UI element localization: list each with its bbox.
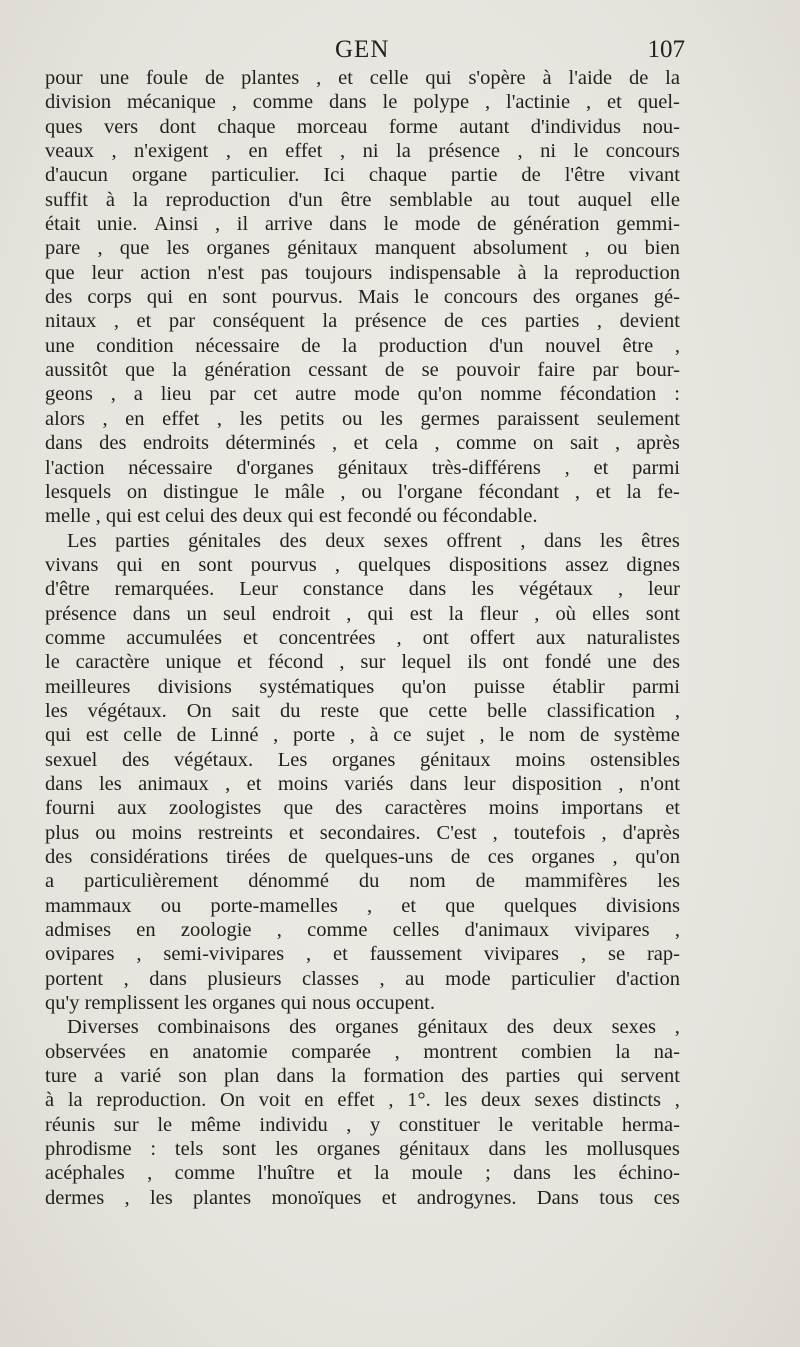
text-line: meilleures divisions systématiques qu'on puisse établir parmi (45, 675, 680, 698)
text-line: suffit à la reproduction d'un être semblable au tout auquel elle (45, 188, 680, 211)
text-line: des considérations tirées de quelques-uns de ces organes , qu'on (45, 846, 680, 868)
text-line: nitaux , et par conséquent la présence de ces parties , devient (45, 310, 680, 333)
text-line: veaux , n'exigent , en effet , ni la présence , ni le concours (45, 140, 680, 163)
text-line: portent , dans plusieurs classes , au mode particulier d'action (45, 967, 680, 990)
text-line: une condition nécessaire de la production d'un nouvel être , (45, 334, 680, 357)
text-line: sexuel des végétaux. Les organes génitaux moins ostensibles (45, 748, 680, 771)
running-title: GEN (335, 36, 390, 63)
text-line: les végétaux. On sait du reste que cette belle classification , (45, 699, 680, 722)
text-line: présence dans un seul endroit , qui est la fleur , où elles sont (45, 602, 680, 625)
text-line: division mécanique , comme dans le polype , l'actinie , et quel- (45, 91, 680, 114)
text-line: geons , a lieu par cet autre mode qu'on nomme fécondation : (45, 383, 680, 406)
text-line: admises en zoologie , comme celles d'animaux vivipares , (45, 919, 680, 942)
text-line: qu'y remplissent les organes qui nous occupent. (45, 992, 435, 1015)
text-line: melle , qui est celui des deux qui est fecondé ou fécondable. (45, 505, 538, 528)
text-line: fourni aux zoologistes que des caractères moins importans et (45, 797, 680, 820)
text-line: à la reproduction. On voit en effet , 1°. les deux sexes distincts , (45, 1089, 680, 1112)
text-line: phrodisme : tels sont les organes génitaux dans les mollusques (45, 1138, 680, 1161)
text-line: d'être remarquées. Leur constance dans les végétaux , leur (45, 578, 680, 601)
text-line: mammaux ou porte-mamelles , et que quelques divisions (45, 894, 680, 917)
text-line: plus ou moins restreints et secondaires. C'est , toutefois , d'après (45, 821, 680, 844)
text-line: le caractère unique et fécond , sur lequel ils ont fondé une des (45, 651, 680, 674)
text-line: d'aucun organe particulier. Ici chaque partie de l'être vivant (45, 164, 680, 187)
text-line: ture a varié son plan dans la formation des parties qui servent (45, 1065, 680, 1088)
text-line: des corps qui en sont pourvus. Mais le concours des organes gé- (45, 286, 680, 309)
text-line: acéphales , comme l'huître et la moule ; dans les échino- (45, 1162, 680, 1185)
text-line: que leur action n'est pas toujours indispensable à la reproduction (45, 261, 680, 284)
body-text (45, 66, 680, 1210)
text-line: a particulièrement dénommé du nom de mammifères les (45, 870, 680, 893)
text-line: aussitôt que la génération cessant de se pouvoir faire par bour- (45, 359, 680, 382)
text-line: pour une foule de plantes , et celle qui s'opère à l'aide de la (45, 67, 680, 89)
page-number: 107 (647, 36, 685, 63)
text-line: Diverses combinaisons des organes génitaux des deux sexes , (67, 1016, 680, 1039)
text-line: comme accumulées et concentrées , ont offert aux naturalistes (45, 626, 680, 649)
text-line: pare , que les organes génitaux manquent absolument , ou bien (45, 237, 680, 260)
text-line: dans les animaux , et moins variés dans leur disposition , n'ont (45, 772, 680, 795)
text-line: réunis sur le même individu , y constituer le veritable herma- (45, 1113, 680, 1136)
text-line: dans des endroits déterminés , et cela , comme on sait , après (45, 432, 680, 455)
text-line: l'action nécessaire d'organes génitaux très-différens , et parmi (45, 456, 680, 479)
text-line: qui est celle de Linné , porte , à ce sujet , le nom de système (45, 724, 680, 747)
text-line: vivans qui en sont pourvus , quelques dispositions assez dignes (45, 553, 680, 576)
text-line: ovipares , semi-vivipares , et faussement vivipares , se rap- (45, 943, 680, 966)
text-line: Les parties génitales des deux sexes offrent , dans les êtres (67, 529, 680, 552)
text-line: dermes , les plantes monoïques et androgynes. Dans tous ces (45, 1186, 680, 1209)
text-line: ques vers dont chaque morceau forme autant d'individus nou- (45, 115, 680, 138)
text-line: alors , en effet , les petits ou les germes paraissent seulement (45, 407, 680, 430)
text-line: était unie. Ainsi , il arrive dans le mode de génération gemmi- (45, 213, 680, 236)
text-line: observées en anatomie comparée , montrent combien la na- (45, 1040, 680, 1063)
text-line: lesquels on distingue le mâle , ou l'organe fécondant , et la fe- (45, 480, 680, 503)
running-head (45, 30, 685, 70)
